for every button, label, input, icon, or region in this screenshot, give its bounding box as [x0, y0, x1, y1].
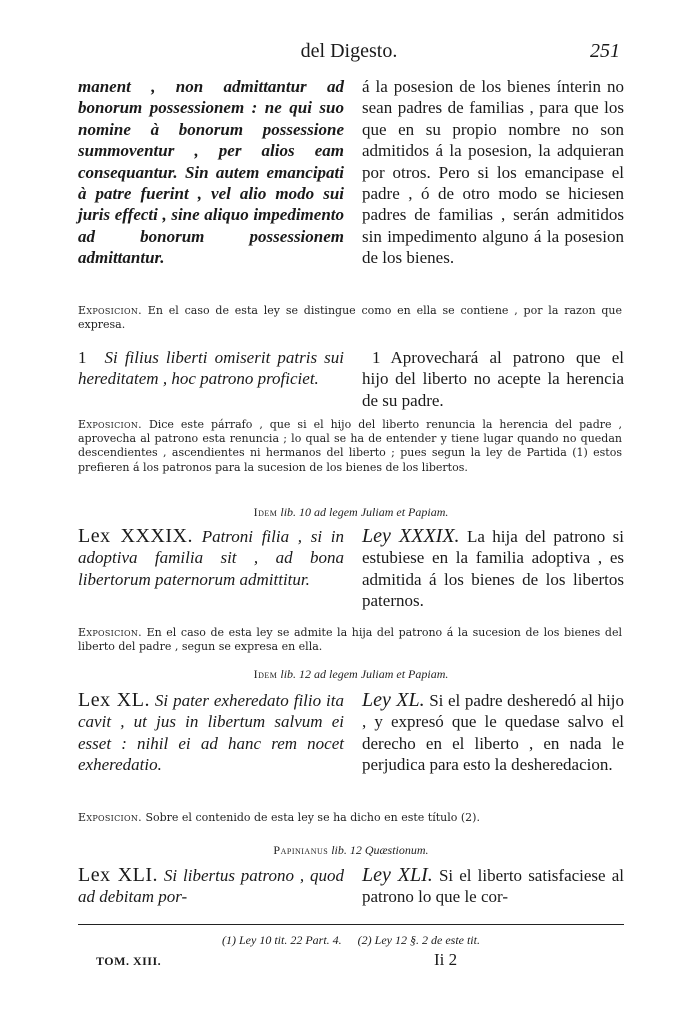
- page-footer: [78, 950, 624, 974]
- source-attribution-2: [78, 667, 624, 682]
- page-number: 251: [590, 40, 620, 62]
- exposition-label: Exposicion.: [78, 418, 142, 431]
- latin-body: Patroni filia , si in adoptiva familia sit , ad bona libertorum paternorum admittitur.: [78, 527, 344, 589]
- latin-body: Si libertus patrono , quod ad debitam por-: [78, 866, 344, 907]
- latin-text: [78, 865, 344, 908]
- exposition-text: En el caso de esta ley se distingue como en ella se contiene , por la razon que expresa.: [78, 304, 622, 332]
- law-heading: Lex XL.: [78, 689, 150, 711]
- latin-body: Si pater exheredato filio ita cavit , ut jus in libertum salvum ei esset : nihil ei ad hanc rem nocet exheredatio.: [78, 691, 345, 775]
- exposition-text: Sobre el contenido de esta ley se ha dicho en este título (2).: [145, 811, 480, 824]
- spanish-body: Aprovechará al patrono que el hijo del liberto no acepte la herencia de su padre.: [362, 348, 624, 410]
- law-40: [78, 690, 624, 776]
- latin-body: Si filius liberti omiserit patris sui hereditatem , hoc patrono proficiet.: [78, 348, 344, 389]
- spanish-body: Si el liberto satisfaciese al patrono lo que le cor-: [362, 866, 625, 907]
- attribution-author: Idem: [253, 667, 278, 681]
- source-attribution-1: [78, 505, 624, 520]
- attribution-author: Papinianus: [273, 843, 329, 857]
- law-heading: Ley XXXIX.: [362, 525, 460, 547]
- law-heading: Ley XLI.: [362, 864, 433, 886]
- exposition-2: [78, 418, 622, 475]
- footnote-2: (2) Ley 12 §. 2 de este tit.: [357, 933, 480, 947]
- attribution-work: lib. 12 ad legem Juliam et Papiam.: [280, 667, 449, 681]
- latin-text: [78, 347, 344, 411]
- latin-text: manent , non admittantur ad bonorum possessionem : ne qui suo nomine à bonorum possessione summoventur , per alios eam consequantur. Sin autem emancipati à patre fuerint , vel alio modo sui juris effecti , sine aliquo impedimento ad bonorum possessionem admittantur.: [78, 77, 344, 268]
- law-41: [78, 865, 624, 908]
- spanish-text: á la posesion de los bienes ínterin no sean padres de familias , para que los que en su propio nombre no son admitidos á la posesion, la adquieran por otros. Pero si los emancipase el padre , ó de otro modo se hiciesen padres de familias , serán admitidos sin impedimento alguno á la posesion de los bienes.: [362, 77, 624, 268]
- paragraph-number: 1: [78, 348, 87, 367]
- spanish-text: [362, 526, 624, 612]
- law-heading: Lex XLI.: [78, 864, 159, 886]
- law-38-paragraph-1: [78, 347, 624, 411]
- attribution-author: Idem: [253, 505, 278, 519]
- footnote-1: (1) Ley 10 tit. 22 Part. 4.: [222, 933, 342, 947]
- paragraph-number: 1: [372, 348, 381, 367]
- volume-label: TOM. XIII.: [96, 954, 162, 968]
- attribution-work: lib. 10 ad legem Juliam et Papiam.: [280, 505, 449, 519]
- spanish-body: La hija del patrono si estubiese en la familia adoptiva , es admitida á los bienes de los libertos paternos.: [362, 527, 625, 611]
- source-attribution-3: [78, 843, 624, 858]
- law-heading: Ley XL.: [362, 689, 425, 711]
- exposition-3: [78, 626, 622, 654]
- exposition-4: [78, 811, 622, 825]
- signature-mark: Ii 2: [434, 950, 458, 969]
- exposition-1: [78, 304, 622, 332]
- spanish-text: [362, 690, 624, 776]
- spanish-text: [362, 347, 624, 411]
- running-title: del Digesto.: [300, 40, 398, 62]
- footnotes: [78, 933, 624, 948]
- law-39: [78, 526, 624, 612]
- footnote-rule: [78, 924, 624, 925]
- exposition-text: Dice este párrafo , que si el hijo del liberto renuncia la herencia del padre , aprovecha al patrono esta renuncia ; lo qual se ha de entender y tiene lugar quando no quedan descendientes , ascendientes ni hermanos del liberto ; pues segun la ley de Partida (1) estos prefieren á los patronos para la sucesion de los bienes de los libertos.: [78, 418, 622, 474]
- exposition-label: Exposicion.: [78, 304, 142, 317]
- spanish-text: [362, 865, 624, 908]
- law-heading: Lex XXXIX.: [78, 525, 193, 547]
- latin-text: [78, 690, 344, 776]
- exposition-label: Exposicion.: [78, 811, 142, 824]
- spanish-body: Si el padre desheredó al hijo , y expresó que le quedase salvo el derecho en el liberto , en nada le perjudica para esto la desheredacion.: [362, 691, 625, 775]
- running-header: [78, 38, 620, 68]
- exposition-label: Exposicion.: [78, 626, 142, 639]
- attribution-work: lib. 12 Quæstionum.: [331, 843, 429, 857]
- latin-text: [78, 526, 344, 612]
- exposition-text: En el caso de esta ley se admite la hija del patrono á la sucesion de los bienes del liberto del padre , segun se expresa en ella.: [78, 626, 622, 654]
- law-38-continuation: [78, 76, 624, 269]
